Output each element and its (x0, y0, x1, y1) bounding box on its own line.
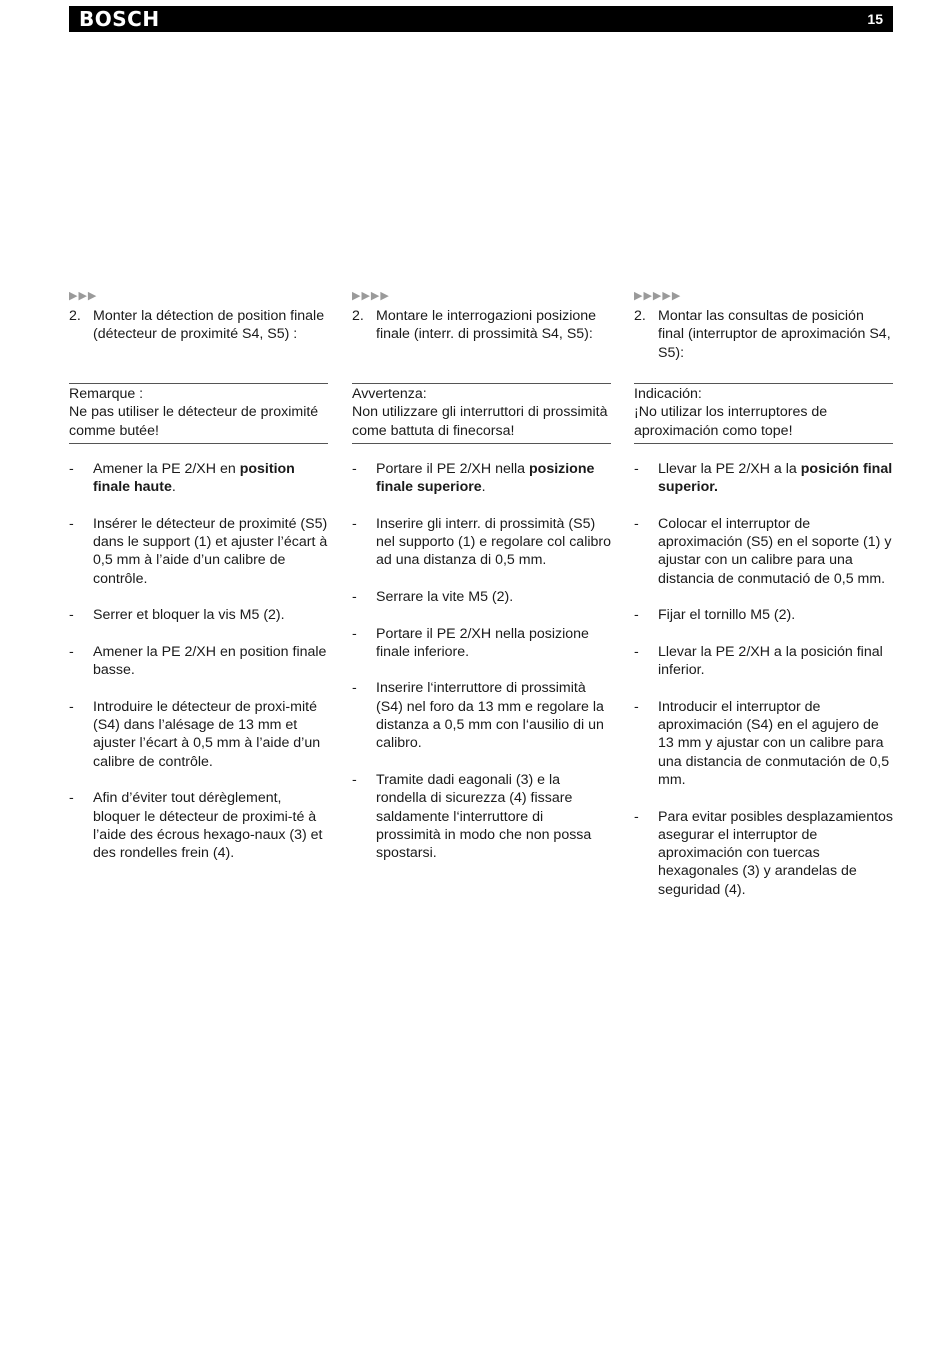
step-heading (634, 307, 893, 383)
step-number: 2. (352, 308, 364, 324)
column-french (69, 289, 328, 881)
list-item: - Serrare la vite M5 (2). (352, 588, 514, 605)
list-item: - Fijar el tornillo M5 (2). (634, 607, 796, 624)
note-text: Non utilizzare gli interruttori di prossimità come battuta di finecorsa! (352, 404, 608, 439)
column-italian (352, 289, 611, 881)
step-number: 2. (634, 308, 646, 324)
note-box (634, 383, 893, 444)
list-item-text-end: . (481, 479, 486, 496)
list-item-text: Insérer le détecteur de proximité (S5) dans le support (1) et ajuster l’écart à 0,5 mm à l’aide d’un calibre de contrôle. (93, 515, 328, 587)
page-number: 15 (867, 11, 883, 27)
list-item-text: Introducir el interruptor de aproximación (S4) en el agujero de 13 mm y ajustar con un calibre para una distancia de conmutación de 0,5 mm. (658, 698, 890, 788)
list-item: - Afin d’éviter tout dérèglement, bloquer le détecteur de proximi-té à l’aide des écrous hexago-naux (3) et des rondelles frein (4). (69, 790, 323, 862)
list-item-emphasis: posizione finale superiore (376, 460, 595, 496)
step-number: 2. (69, 308, 81, 324)
list-item-text: Para evitar posibles desplazamientos asegurar el interruptor de aproximación con tuercas hexagonales (3) y arandelas de seguridad (4). (658, 808, 894, 898)
note-box (352, 383, 611, 444)
list-item: - Tramite dadi eagonali (3) e la rondella di sicurezza (4) fissare saldamente l‘interruttore di prossimità in modo che non possa spostarsi. (352, 771, 592, 862)
language-arrows-icon: ▶▶▶▶▶ (634, 290, 682, 302)
list-item: - Introduire le détecteur de proxi-mité (S4) dans l’alésage de 13 mm et ajuster l’écart à 0,5 mm à l’aide d’un calibre de contrôle. (69, 698, 321, 770)
list-item-text: Serrare la vite M5 (2). (376, 588, 514, 605)
list-item-text: Afin d’éviter tout dérèglement, bloquer le détecteur de proximi-té à l’aide des écrous hexago-naux (3) et des rondelles frein (4). (93, 790, 323, 862)
list-item: - Colocar el interruptor de aproximación (S5) en el soporte (1) y ajustar con un calibre para una distancia de conmutació de 0,5 mm. (634, 515, 892, 587)
list-item: - Llevar la PE 2/XH a la posición final inferior. (634, 643, 883, 679)
instruction-list (352, 460, 611, 863)
list-item-text: Fijar el tornillo M5 (2). (658, 607, 796, 624)
list-item: - Amener la PE 2/XH en position finale basse. (69, 643, 327, 679)
list-item-text: Llevar la PE 2/XH a la (658, 460, 801, 477)
step-heading (69, 307, 328, 383)
step-heading (352, 307, 611, 383)
list-item-text: Inserire gli interr. di prossimità (S5) nel supporto (1) e regolare col calibro ad una distanza di 0,5 mm. (376, 515, 612, 569)
list-item: - Para evitar posibles desplazamientos asegurar el interruptor de aproximación con tuercas hexagonales (3) y arandelas de seguridad (4). (634, 808, 894, 898)
list-item-emphasis: position finale haute (93, 460, 295, 496)
language-arrows-icon: ▶▶▶ (69, 290, 98, 302)
list-item: - Inserire gli interr. di prossimità (S5) nel supporto (1) e regolare col calibro ad una distanza di 0,5 mm. (352, 515, 612, 569)
list-item-text: Tramite dadi eagonali (3) e la rondella di sicurezza (4) fissare saldamente l‘interruttore di prossimità in modo che non possa spostarsi. (376, 771, 592, 862)
list-item-text: Amener la PE 2/XH en position finale basse. (93, 643, 327, 679)
list-item-text: Portare il PE 2/XH nella (376, 460, 529, 477)
note-title: Indicación: (634, 386, 702, 402)
list-item-text: Portare il PE 2/XH nella posizione finale inferiore. (376, 625, 589, 660)
list-item-emphasis: posición final superior. (658, 460, 893, 496)
list-item: - Insérer le détecteur de proximité (S5) dans le support (1) et ajuster l’écart à 0,5 mm à l’aide d’un calibre de contrôle. (69, 515, 328, 587)
instruction-list (634, 460, 893, 899)
list-item-text: Llevar la PE 2/XH a la posición final inferior. (658, 643, 883, 679)
list-item-text: Inserire l‘interruttore di prossimità (S4) nel foro da 13 mm e regolare la distanza a 0,5 mm con l‘ausilio di un calibro. (376, 680, 604, 752)
list-item: - Llevar la PE 2/XH a la posición final superior. (634, 460, 893, 496)
step-text: Montare le interrogazioni posizione finale (interr. di prossimità S4, S5): (376, 308, 597, 343)
note-title: Remarque : (69, 386, 144, 402)
list-item: - Portare il PE 2/XH nella posizione finale inferiore. (352, 625, 589, 660)
language-arrows-icon: ▶▶▶▶ (352, 290, 390, 302)
note-text: ¡No utilizar los interruptores de aproximación como tope! (634, 404, 828, 439)
note-text: Ne pas utiliser le détecteur de proximité comme butée! (69, 404, 319, 439)
list-item-text-end: . (171, 479, 176, 496)
list-item-text: Introduire le détecteur de proxi-mité (S4) dans l’alésage de 13 mm et ajuster l’écart à 0,5 mm à l’aide d’un calibre de contrôle. (93, 698, 321, 770)
step-text: Monter la détection de position finale (détecteur de proximité S4, S5) : (93, 308, 325, 343)
note-box (69, 383, 328, 444)
list-item: - Inserire l‘interruttore di prossimità (S4) nel foro da 13 mm e regolare la distanza a 0,5 mm con l‘ausilio di un calibro. (352, 680, 604, 752)
list-item: - Serrer et bloquer la vis M5 (2). (69, 607, 285, 624)
list-item-text: Serrer et bloquer la vis M5 (2). (93, 607, 285, 624)
step-text: Montar las consultas de posición final (interruptor de aproximación S4, S5): (658, 308, 891, 361)
note-title: Avvertenza: (352, 386, 427, 402)
instruction-list (69, 460, 328, 863)
list-item: - Portare il PE 2/XH nella posizione finale superiore. (352, 460, 595, 496)
list-item: - Introducir el interruptor de aproximación (S4) en el agujero de 13 mm y ajustar con un calibre para una distancia de conmutación de 0,5 mm. (634, 698, 890, 788)
column-spanish (634, 289, 893, 917)
list-item-text: Amener la PE 2/XH en (93, 460, 240, 477)
list-item: - Amener la PE 2/XH en position finale haute. (69, 460, 295, 496)
list-item-text: Colocar el interruptor de aproximación (S5) en el soporte (1) y ajustar con un calibre para una distancia de conmutació de 0,5 mm. (658, 515, 892, 587)
page-header (69, 6, 893, 32)
brand-logo: BOSCH (79, 7, 160, 31)
